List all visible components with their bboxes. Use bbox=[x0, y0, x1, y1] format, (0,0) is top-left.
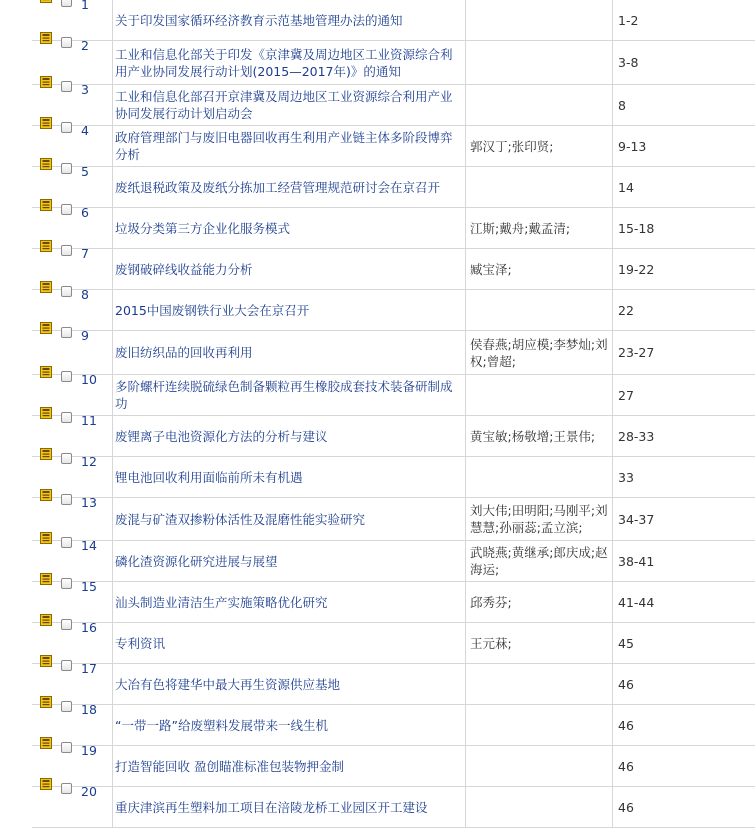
row-pages-cell bbox=[613, 498, 755, 541]
table-row bbox=[32, 416, 755, 457]
article-pages: 23-27 bbox=[618, 345, 654, 360]
article-title-link[interactable]: 2015中国废钢铁行业大会在京召开 bbox=[115, 303, 309, 318]
article-pages: 28-33 bbox=[618, 429, 654, 444]
article-pages: 46 bbox=[618, 677, 634, 692]
row-author-cell bbox=[466, 664, 613, 705]
row-pages-cell bbox=[613, 167, 755, 208]
article-title-link[interactable]: 磷化渣资源化研究进展与展望 bbox=[115, 554, 278, 569]
article-title-link[interactable]: 垃圾分类第三方企业化服务模式 bbox=[115, 221, 290, 236]
article-pages: 19-22 bbox=[618, 262, 654, 277]
article-title-link[interactable]: 政府管理部门与废旧电器回收再生利用产业链主体多阶段博弈分析 bbox=[115, 130, 453, 162]
table-row bbox=[32, 664, 755, 705]
row-checkbox[interactable] bbox=[61, 742, 72, 753]
row-pages-cell bbox=[613, 582, 755, 623]
results-body bbox=[32, 0, 755, 828]
article-authors: 邱秀芬; bbox=[470, 595, 512, 610]
row-author-cell bbox=[466, 167, 613, 208]
row-title-cell bbox=[113, 582, 466, 623]
row-number: 18 bbox=[81, 702, 97, 717]
row-title-cell bbox=[113, 705, 466, 746]
row-author-cell bbox=[466, 208, 613, 249]
row-select-group bbox=[40, 787, 112, 827]
article-authors: 郭汉丁;张印贤; bbox=[470, 139, 553, 154]
article-title-link[interactable]: 废纸退税政策及废纸分拣加工经营管理规范研讨会在京召开 bbox=[115, 180, 440, 195]
article-authors: 武晓燕;黄继承;郎庆成;赵海运; bbox=[470, 545, 608, 577]
table-row bbox=[32, 623, 755, 664]
row-pages-cell bbox=[613, 746, 755, 787]
article-title-link[interactable]: 废旧纺织品的回收再利用 bbox=[115, 345, 253, 360]
row-title-cell bbox=[113, 0, 466, 41]
row-pages-cell bbox=[613, 249, 755, 290]
row-checkbox[interactable] bbox=[61, 122, 72, 133]
article-pages: 45 bbox=[618, 636, 634, 651]
row-checkbox[interactable] bbox=[61, 578, 72, 589]
row-checkbox[interactable] bbox=[61, 245, 72, 256]
article-title-link[interactable]: 专利资讯 bbox=[115, 636, 165, 651]
row-checkbox[interactable] bbox=[61, 619, 72, 630]
row-number: 9 bbox=[81, 328, 89, 343]
row-title-cell bbox=[113, 664, 466, 705]
row-checkbox[interactable] bbox=[61, 81, 72, 92]
article-pages: 41-44 bbox=[618, 595, 654, 610]
row-number: 13 bbox=[81, 495, 97, 510]
row-checkbox[interactable] bbox=[61, 204, 72, 215]
row-checkbox[interactable] bbox=[61, 537, 72, 548]
article-title-link[interactable]: 汕头制造业清洁生产实施策略优化研究 bbox=[115, 595, 328, 610]
article-title-link[interactable]: 废混与矿渣双掺粉体活性及混磨性能实验研究 bbox=[115, 512, 365, 527]
row-pages-cell bbox=[613, 705, 755, 746]
row-number: 16 bbox=[81, 620, 97, 635]
row-title-cell bbox=[113, 331, 466, 375]
table-row bbox=[32, 787, 755, 828]
row-pages-cell bbox=[613, 623, 755, 664]
row-pages-cell bbox=[613, 541, 755, 582]
left-margin bbox=[0, 0, 32, 714]
article-title-link[interactable]: 多阶螺杆连续脱硫绿色制备颗粒再生橡胶成套技术装备研制成功 bbox=[115, 379, 453, 411]
row-pages-cell bbox=[613, 290, 755, 331]
article-pages: 3-8 bbox=[618, 55, 638, 70]
article-pages: 46 bbox=[618, 718, 634, 733]
article-title-link[interactable]: 工业和信息化部召开京津冀及周边地区工业资源综合利用产业协同发展行动计划启动会 bbox=[115, 89, 453, 121]
document-icon[interactable] bbox=[40, 158, 52, 170]
row-author-cell bbox=[466, 126, 613, 167]
row-pages-cell bbox=[613, 126, 755, 167]
document-icon[interactable] bbox=[40, 117, 52, 129]
document-icon[interactable] bbox=[40, 448, 52, 460]
row-title-cell bbox=[113, 249, 466, 290]
document-icon[interactable] bbox=[40, 240, 52, 252]
table-row bbox=[32, 457, 755, 498]
document-icon[interactable] bbox=[40, 614, 52, 626]
row-author-cell bbox=[466, 290, 613, 331]
row-checkbox[interactable] bbox=[61, 494, 72, 505]
article-title-link[interactable]: 打造智能回收 盈创瞄准标准包装物押金制 bbox=[115, 759, 344, 774]
row-number: 6 bbox=[81, 205, 89, 220]
article-pages: 46 bbox=[618, 800, 634, 815]
row-author-cell bbox=[466, 541, 613, 582]
row-number: 3 bbox=[81, 82, 89, 97]
row-title-cell bbox=[113, 208, 466, 249]
document-icon[interactable] bbox=[40, 778, 52, 790]
article-title-link[interactable]: 工业和信息化部关于印发《京津冀及周边地区工业资源综合利用产业协同发展行动计划(2015—2017年)》的通知 bbox=[115, 47, 453, 79]
row-author-cell bbox=[466, 623, 613, 664]
article-authors: 江斯;戴舟;戴孟清; bbox=[470, 221, 570, 236]
document-icon[interactable] bbox=[40, 76, 52, 88]
row-number: 11 bbox=[81, 413, 97, 428]
article-pages: 27 bbox=[618, 388, 634, 403]
row-title-cell bbox=[113, 416, 466, 457]
row-title-cell bbox=[113, 167, 466, 208]
row-title-cell bbox=[113, 498, 466, 541]
article-title-link[interactable]: 废锂离子电池资源化方法的分析与建议 bbox=[115, 429, 328, 444]
table-row bbox=[32, 541, 755, 582]
row-pages-cell bbox=[613, 416, 755, 457]
row-pages-cell bbox=[613, 331, 755, 375]
article-pages: 15-18 bbox=[618, 221, 654, 236]
table-row bbox=[32, 582, 755, 623]
row-pages-cell bbox=[613, 208, 755, 249]
document-icon[interactable] bbox=[40, 366, 52, 378]
row-author-cell bbox=[466, 416, 613, 457]
row-checkbox[interactable] bbox=[61, 412, 72, 423]
table-row bbox=[32, 249, 755, 290]
row-checkbox[interactable] bbox=[61, 286, 72, 297]
row-title-cell bbox=[113, 41, 466, 85]
row-title-cell bbox=[113, 375, 466, 416]
document-icon[interactable] bbox=[40, 0, 52, 3]
article-title-link[interactable]: 关于印发国家循环经济教育示范基地管理办法的通知 bbox=[115, 13, 403, 28]
document-icon[interactable] bbox=[40, 199, 52, 211]
document-icon[interactable] bbox=[40, 573, 52, 585]
row-author-cell bbox=[466, 705, 613, 746]
row-checkbox[interactable] bbox=[61, 327, 72, 338]
table-row bbox=[32, 375, 755, 416]
row-pages-cell bbox=[613, 85, 755, 126]
article-authors: 王元菻; bbox=[470, 636, 512, 651]
article-authors: 臧宝泽; bbox=[470, 262, 512, 277]
row-title-cell bbox=[113, 126, 466, 167]
row-checkbox[interactable] bbox=[61, 0, 72, 7]
row-author-cell bbox=[466, 85, 613, 126]
article-pages: 33 bbox=[618, 470, 634, 485]
row-title-cell bbox=[113, 746, 466, 787]
row-checkbox[interactable] bbox=[61, 453, 72, 464]
table-row bbox=[32, 0, 755, 41]
row-number: 10 bbox=[81, 372, 97, 387]
row-number: 19 bbox=[81, 743, 97, 758]
row-number: 2 bbox=[81, 38, 89, 53]
article-title-link[interactable]: 重庆津滨再生塑料加工项目在涪陵龙桥工业园区开工建设 bbox=[115, 800, 428, 815]
row-pages-cell bbox=[613, 375, 755, 416]
table-row bbox=[32, 498, 755, 541]
table-row bbox=[32, 705, 755, 746]
row-number: 17 bbox=[81, 661, 97, 676]
row-title-cell bbox=[113, 85, 466, 126]
article-pages: 38-41 bbox=[618, 554, 654, 569]
document-icon[interactable] bbox=[40, 32, 52, 44]
article-pages: 14 bbox=[618, 180, 634, 195]
article-pages: 1-2 bbox=[618, 13, 638, 28]
row-checkbox[interactable] bbox=[61, 701, 72, 712]
document-icon[interactable] bbox=[40, 322, 52, 334]
row-author-cell bbox=[466, 582, 613, 623]
row-number: 20 bbox=[81, 784, 97, 799]
row-number: 14 bbox=[81, 538, 97, 553]
row-number: 5 bbox=[81, 164, 89, 179]
row-author-cell bbox=[466, 331, 613, 375]
row-pages-cell bbox=[613, 787, 755, 828]
row-title-cell bbox=[113, 541, 466, 582]
row-author-cell bbox=[466, 746, 613, 787]
row-title-cell bbox=[113, 457, 466, 498]
document-icon[interactable] bbox=[40, 655, 52, 667]
article-pages: 8 bbox=[618, 98, 626, 113]
row-number: 4 bbox=[81, 123, 89, 138]
article-pages: 34-37 bbox=[618, 512, 654, 527]
row-title-cell bbox=[113, 623, 466, 664]
row-number: 7 bbox=[81, 246, 89, 261]
article-pages: 46 bbox=[618, 759, 634, 774]
table-row bbox=[32, 126, 755, 167]
document-icon[interactable] bbox=[40, 407, 52, 419]
article-title-link[interactable]: 大冶有色将建华中最大再生资源供应基地 bbox=[115, 677, 340, 692]
document-icon[interactable] bbox=[40, 696, 52, 708]
results-table bbox=[32, 0, 755, 828]
article-authors: 黄宝敏;杨敬增;王景伟; bbox=[470, 429, 595, 444]
row-author-cell bbox=[466, 0, 613, 41]
article-pages: 9-13 bbox=[618, 139, 646, 154]
table-row bbox=[32, 208, 755, 249]
document-icon[interactable] bbox=[40, 532, 52, 544]
table-row bbox=[32, 331, 755, 375]
article-authors: 侯春燕;胡应模;李梦灿;刘权;曾超; bbox=[470, 337, 608, 369]
row-number: 8 bbox=[81, 287, 89, 302]
row-pages-cell bbox=[613, 457, 755, 498]
row-select-cell bbox=[32, 787, 113, 828]
table-row bbox=[32, 746, 755, 787]
row-checkbox[interactable] bbox=[61, 660, 72, 671]
row-title-cell bbox=[113, 787, 466, 828]
document-icon[interactable] bbox=[40, 281, 52, 293]
row-number: 12 bbox=[81, 454, 97, 469]
row-author-cell bbox=[466, 249, 613, 290]
row-author-cell bbox=[466, 787, 613, 828]
row-pages-cell bbox=[613, 0, 755, 41]
article-title-link[interactable]: 锂电池回收利用面临前所未有机遇 bbox=[115, 470, 303, 485]
row-number: 15 bbox=[81, 579, 97, 594]
row-author-cell bbox=[466, 498, 613, 541]
table-row bbox=[32, 85, 755, 126]
article-title-link[interactable]: 废钢破碎线收益能力分析 bbox=[115, 262, 253, 277]
row-checkbox[interactable] bbox=[61, 371, 72, 382]
row-title-cell bbox=[113, 290, 466, 331]
row-checkbox[interactable] bbox=[61, 783, 72, 794]
article-title-link[interactable]: “一带一路”给废塑料发展带来一线生机 bbox=[115, 718, 328, 733]
row-pages-cell bbox=[613, 41, 755, 85]
article-authors: 刘大伟;田明阳;马刚平;刘慧慧;孙丽蕊;孟立滨; bbox=[470, 503, 608, 535]
row-author-cell bbox=[466, 457, 613, 498]
row-checkbox[interactable] bbox=[61, 37, 72, 48]
document-icon[interactable] bbox=[40, 737, 52, 749]
table-row bbox=[32, 290, 755, 331]
row-author-cell bbox=[466, 41, 613, 85]
row-number: 1 bbox=[81, 0, 89, 12]
table-row bbox=[32, 167, 755, 208]
table-row bbox=[32, 41, 755, 85]
row-pages-cell bbox=[613, 664, 755, 705]
document-icon[interactable] bbox=[40, 489, 52, 501]
row-checkbox[interactable] bbox=[61, 163, 72, 174]
article-pages: 22 bbox=[618, 303, 634, 318]
row-author-cell bbox=[466, 375, 613, 416]
